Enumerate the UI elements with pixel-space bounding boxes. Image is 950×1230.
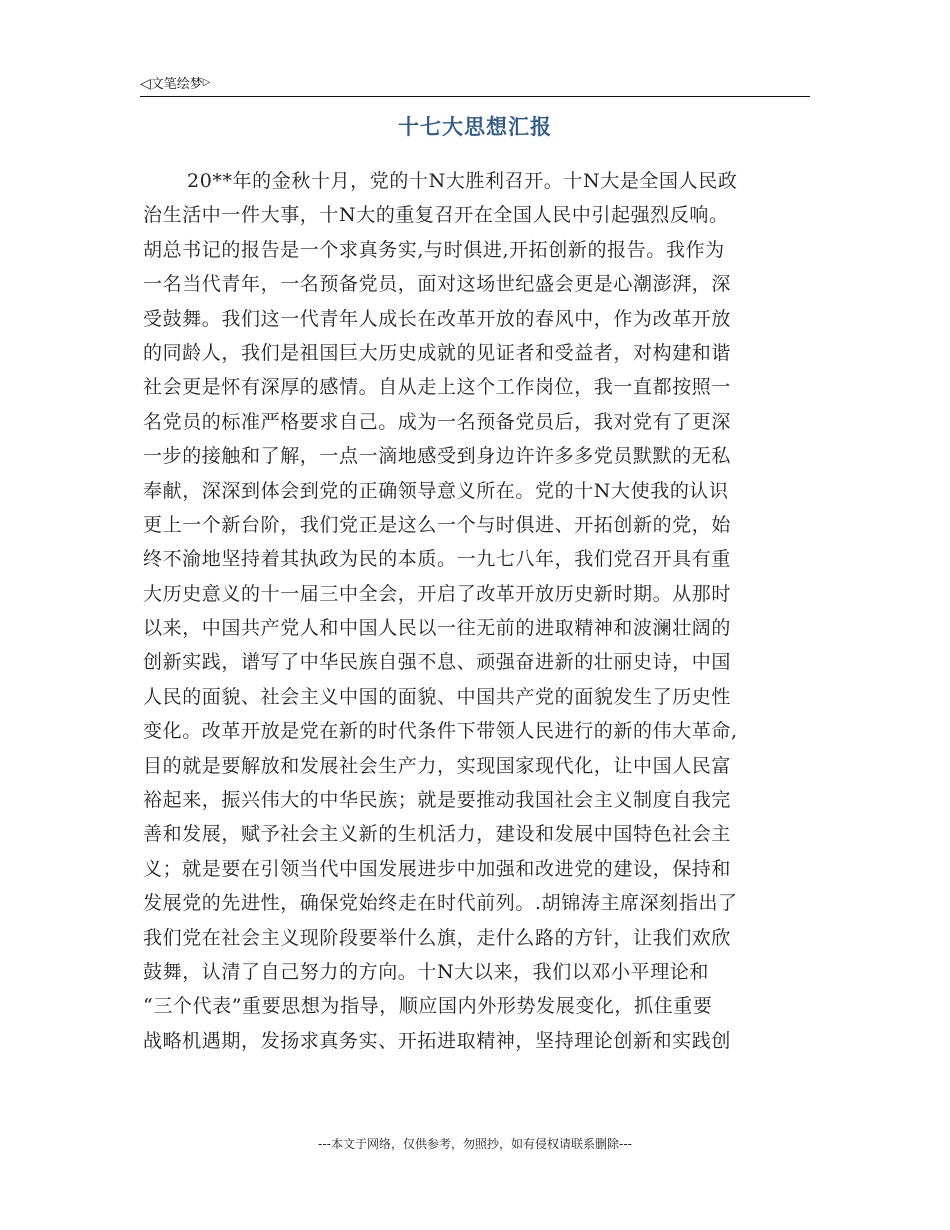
- body-line: 胡总书记的报告是一个求真务实,与时俱进,开拓创新的报告。我作为: [143, 238, 725, 261]
- body-line: 一步的接触和了解，一点一滴地感受到身边许许多多党员默默的无私: [143, 445, 732, 468]
- body-line: “三个代表”重要思想为指导，顺应国内外形势发展变化，抓住重要: [143, 995, 713, 1018]
- document-body: [143, 164, 803, 1058]
- document-title: 十七大思想汇报: [398, 115, 552, 139]
- body-line: 鼓舞，认清了自己努力的方向。十N大以来，我们以邓小平理论和: [143, 960, 710, 983]
- body-line: 的同龄人，我们是祖国巨大历史成就的见证者和受益者，对构建和谐: [143, 341, 732, 364]
- right-triangle-icon: ▷: [202, 77, 211, 88]
- body-line: 变化。改革开放是党在新的时代条件下带领人民进行的新的伟大革命,: [143, 720, 738, 743]
- body-line: 终不渝地坚持着其执政为民的本质。一九七八年，我们党召开具有重: [143, 548, 732, 571]
- body-line: 治生活中一件大事，十N大的重复召开在全国人民中引起强烈反响。: [143, 204, 729, 227]
- body-line: 奉献，深深到体会到党的正确领导意义所在。党的十N大使我的认识: [143, 479, 729, 502]
- body-line: 受鼓舞。我们这一代青年人成长在改革开放的春风中，作为改革开放: [143, 307, 732, 330]
- body-line: 我们党在社会主义现阶段要举什么旗，走什么路的方针，让我们欢欣: [143, 926, 732, 949]
- body-line: 以来，中国共产党人和中国人民以一往无前的进取精神和波澜壮阔的: [143, 617, 732, 640]
- body-line: 裕起来，振兴伟大的中华民族；就是要推动我国社会主义制度自我完: [143, 789, 732, 812]
- page-header: [140, 74, 810, 97]
- body-line: 一名当代青年，一名预备党员，面对这场世纪盛会更是心潮澎湃，深: [143, 273, 732, 296]
- body-line: 大历史意义的十一届三中全会，开启了改革开放历史新时期。从那时: [143, 582, 732, 605]
- body-line: 20**年的金秋十月，党的十N大胜利召开。十N大是全国人民政: [187, 170, 738, 192]
- left-triangle-icon: ◁: [140, 76, 151, 92]
- brand-text: 文笔绘梦: [150, 77, 203, 92]
- body-line: 更上一个新台阶，我们党正是这么一个与时俱进、开拓创新的党，始: [143, 513, 732, 536]
- body-line: 目的就是要解放和发展社会生产力，实现国家现代化，让中国人民富: [143, 754, 732, 777]
- footer-disclaimer: ---本文于网络，仅供参考，勿照抄，如有侵权请联系删除---: [318, 1137, 632, 1151]
- body-line: 发展党的先进性，确保党始终走在时代前列。.胡锦涛主席深刻指出了: [143, 892, 738, 915]
- brand-mark: [140, 74, 211, 94]
- body-line: 名党员的标准严格要求自己。成为一名预备党员后，我对党有了更深: [143, 410, 732, 433]
- body-line: 社会更是怀有深厚的感情。自从走上这个工作岗位，我一直都按照一: [143, 376, 732, 399]
- body-line: 人民的面貌、社会主义中国的面貌、中国共产党的面貌发生了历史性: [143, 685, 732, 708]
- body-line: 善和发展，赋予社会主义新的生机活力，建设和发展中国特色社会主: [143, 823, 732, 846]
- body-line: 战略机遇期，发扬求真务实、开拓进取精神，坚持理论创新和实践创: [143, 1029, 732, 1052]
- body-line: 创新实践，谱写了中华民族自强不息、顽强奋进新的壮丽史诗，中国: [143, 651, 732, 674]
- body-line: 义；就是要在引领当代中国发展进步中加强和改进党的建设，保持和: [143, 857, 732, 880]
